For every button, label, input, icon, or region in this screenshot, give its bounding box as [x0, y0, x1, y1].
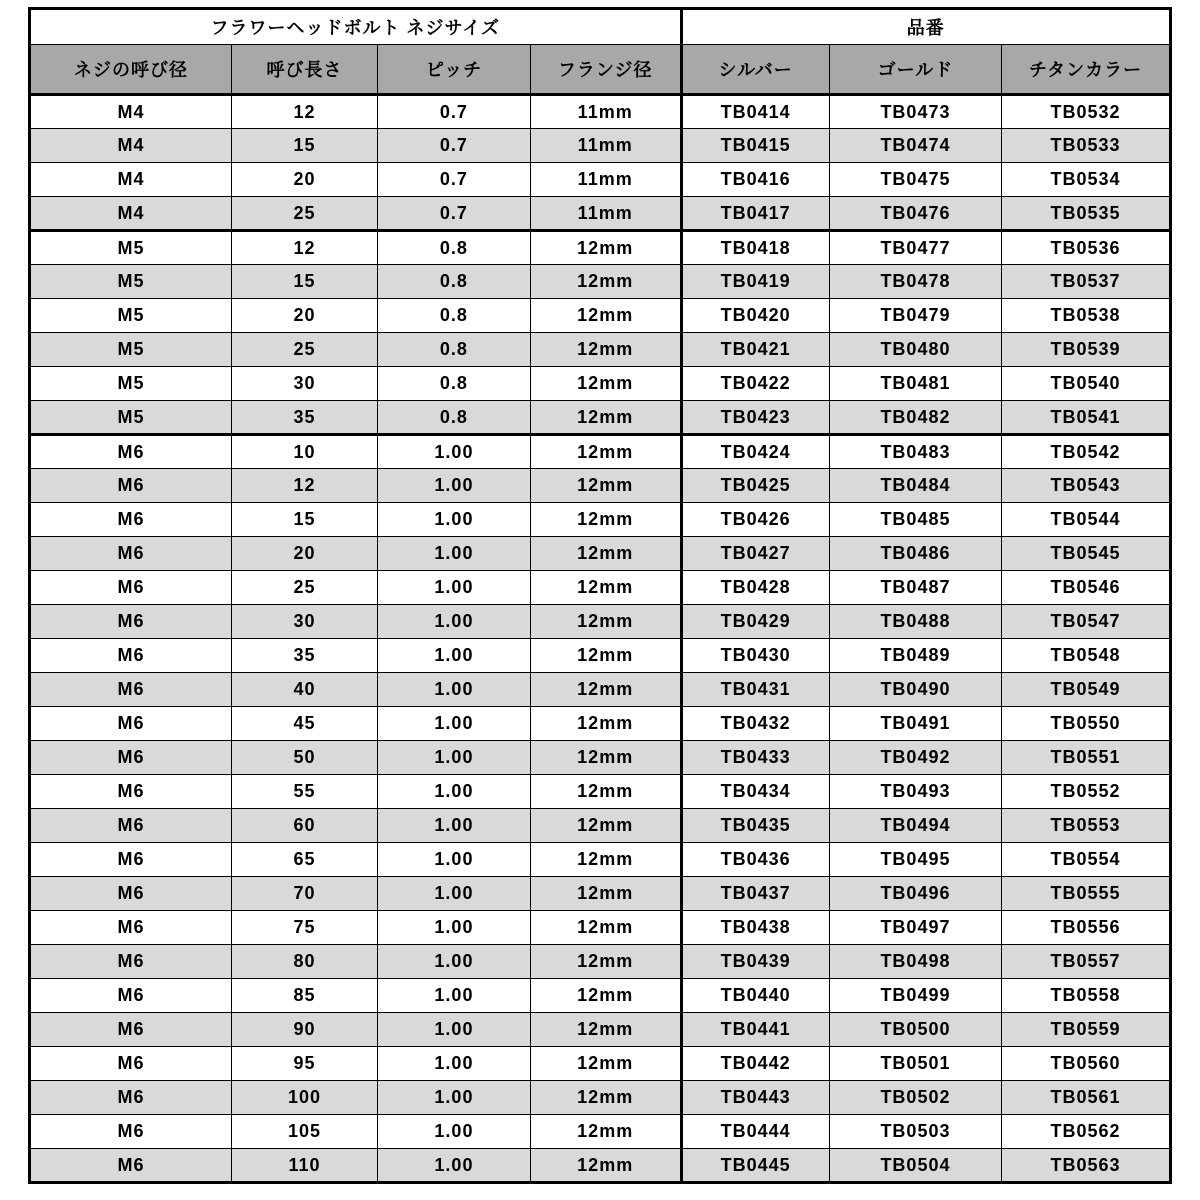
- table-cell: TB0494: [829, 809, 1001, 843]
- table-cell: M5: [30, 401, 232, 435]
- table-cell: TB0550: [1002, 707, 1171, 741]
- table-cell: TB0415: [681, 129, 829, 163]
- table-cell: M6: [30, 1013, 232, 1047]
- table-row: [30, 197, 1171, 231]
- table-row: [30, 911, 1171, 945]
- table-cell: TB0430: [681, 639, 829, 673]
- table-cell: 0.7: [378, 129, 531, 163]
- table-cell: TB0443: [681, 1081, 829, 1115]
- table-body: [30, 95, 1171, 1183]
- table-cell: 15: [231, 503, 377, 537]
- table-cell: 12mm: [530, 469, 681, 503]
- table-cell: M6: [30, 1047, 232, 1081]
- table-cell: TB0535: [1002, 197, 1171, 231]
- table-cell: M4: [30, 163, 232, 197]
- table-cell: 1.00: [378, 469, 531, 503]
- table-cell: TB0493: [829, 775, 1001, 809]
- table-cell: TB0479: [829, 299, 1001, 333]
- table-cell: TB0559: [1002, 1013, 1171, 1047]
- table-cell: M6: [30, 469, 232, 503]
- table-cell: M6: [30, 809, 232, 843]
- table-cell: 20: [231, 299, 377, 333]
- table-cell: TB0502: [829, 1081, 1001, 1115]
- table-cell: TB0563: [1002, 1149, 1171, 1183]
- table-cell: 1.00: [378, 639, 531, 673]
- table-cell: TB0551: [1002, 741, 1171, 775]
- table-cell: TB0498: [829, 945, 1001, 979]
- table-cell: TB0445: [681, 1149, 829, 1183]
- table-cell: TB0533: [1002, 129, 1171, 163]
- column-header: 呼び長さ: [231, 45, 377, 95]
- table-cell: TB0473: [829, 95, 1001, 129]
- table-cell: M6: [30, 707, 232, 741]
- table-cell: TB0475: [829, 163, 1001, 197]
- table-cell: 1.00: [378, 503, 531, 537]
- table-cell: 12mm: [530, 945, 681, 979]
- table-cell: 1.00: [378, 605, 531, 639]
- group-header-screw-size: フラワーヘッドボルト ネジサイズ: [30, 9, 682, 45]
- table-cell: TB0496: [829, 877, 1001, 911]
- table-cell: TB0561: [1002, 1081, 1171, 1115]
- table-cell: TB0442: [681, 1047, 829, 1081]
- table-cell: M4: [30, 197, 232, 231]
- table-cell: M5: [30, 231, 232, 265]
- table-cell: TB0441: [681, 1013, 829, 1047]
- table-cell: 1.00: [378, 537, 531, 571]
- table-row: [30, 503, 1171, 537]
- table-cell: TB0501: [829, 1047, 1001, 1081]
- table-row: [30, 843, 1171, 877]
- table-cell: TB0427: [681, 537, 829, 571]
- table-cell: 1.00: [378, 1013, 531, 1047]
- table-cell: TB0481: [829, 367, 1001, 401]
- table-row: [30, 1047, 1171, 1081]
- table-cell: 12mm: [530, 537, 681, 571]
- table-cell: TB0562: [1002, 1115, 1171, 1149]
- table-row: [30, 129, 1171, 163]
- table-row: [30, 1149, 1171, 1183]
- table-cell: M6: [30, 673, 232, 707]
- table-row: [30, 707, 1171, 741]
- table-cell: 11mm: [530, 163, 681, 197]
- table-cell: 80: [231, 945, 377, 979]
- table-cell: TB0440: [681, 979, 829, 1013]
- table-cell: TB0540: [1002, 367, 1171, 401]
- table-row: [30, 809, 1171, 843]
- table-cell: 1.00: [378, 945, 531, 979]
- table-cell: 100: [231, 1081, 377, 1115]
- table-cell: TB0545: [1002, 537, 1171, 571]
- table-cell: M6: [30, 945, 232, 979]
- table-cell: TB0492: [829, 741, 1001, 775]
- table-cell: M5: [30, 265, 232, 299]
- table-row: [30, 605, 1171, 639]
- table-cell: 12mm: [530, 673, 681, 707]
- table-cell: TB0548: [1002, 639, 1171, 673]
- table-cell: TB0436: [681, 843, 829, 877]
- table-cell: M6: [30, 741, 232, 775]
- table-cell: M6: [30, 1115, 232, 1149]
- table-row: [30, 741, 1171, 775]
- table-cell: TB0425: [681, 469, 829, 503]
- table-cell: 12mm: [530, 435, 681, 469]
- table-cell: TB0482: [829, 401, 1001, 435]
- table-cell: 1.00: [378, 843, 531, 877]
- table-cell: TB0444: [681, 1115, 829, 1149]
- bolt-spec-table: [28, 7, 1172, 1184]
- table-row: [30, 435, 1171, 469]
- table-cell: 1.00: [378, 775, 531, 809]
- table-row: [30, 1115, 1171, 1149]
- table-cell: 12mm: [530, 401, 681, 435]
- table-cell: TB0495: [829, 843, 1001, 877]
- table-cell: 0.8: [378, 231, 531, 265]
- table-cell: TB0485: [829, 503, 1001, 537]
- table-cell: TB0435: [681, 809, 829, 843]
- table-cell: TB0484: [829, 469, 1001, 503]
- table-row: [30, 163, 1171, 197]
- table-cell: TB0554: [1002, 843, 1171, 877]
- table-cell: 60: [231, 809, 377, 843]
- table-cell: TB0428: [681, 571, 829, 605]
- table-cell: 12mm: [530, 877, 681, 911]
- table-cell: M6: [30, 571, 232, 605]
- table-cell: TB0547: [1002, 605, 1171, 639]
- table-cell: 1.00: [378, 707, 531, 741]
- table-cell: 25: [231, 333, 377, 367]
- table-cell: 12mm: [530, 299, 681, 333]
- table-row: [30, 877, 1171, 911]
- table-cell: TB0417: [681, 197, 829, 231]
- column-header: ピッチ: [378, 45, 531, 95]
- table-cell: M6: [30, 877, 232, 911]
- table-cell: TB0426: [681, 503, 829, 537]
- table-cell: TB0474: [829, 129, 1001, 163]
- table-row: [30, 775, 1171, 809]
- table-cell: 1.00: [378, 1047, 531, 1081]
- table-row: [30, 367, 1171, 401]
- table-cell: 30: [231, 367, 377, 401]
- table-cell: 12mm: [530, 775, 681, 809]
- table-cell: TB0542: [1002, 435, 1171, 469]
- table-cell: 1.00: [378, 673, 531, 707]
- table-cell: 12mm: [530, 741, 681, 775]
- table-cell: TB0539: [1002, 333, 1171, 367]
- table-row: [30, 673, 1171, 707]
- table-cell: TB0418: [681, 231, 829, 265]
- table-cell: 12: [231, 231, 377, 265]
- table-cell: 55: [231, 775, 377, 809]
- table-cell: TB0490: [829, 673, 1001, 707]
- table-cell: 45: [231, 707, 377, 741]
- table-cell: 0.7: [378, 95, 531, 129]
- table-cell: 12mm: [530, 265, 681, 299]
- column-header: シルバー: [681, 45, 829, 95]
- table-cell: 12mm: [530, 1013, 681, 1047]
- table-cell: TB0503: [829, 1115, 1001, 1149]
- table-cell: TB0419: [681, 265, 829, 299]
- table-cell: M4: [30, 129, 232, 163]
- table-cell: M6: [30, 605, 232, 639]
- table-cell: TB0552: [1002, 775, 1171, 809]
- table-cell: TB0422: [681, 367, 829, 401]
- table-cell: 1.00: [378, 877, 531, 911]
- table-cell: 1.00: [378, 435, 531, 469]
- table-row: [30, 299, 1171, 333]
- table-cell: 50: [231, 741, 377, 775]
- table-row: [30, 401, 1171, 435]
- table-cell: TB0423: [681, 401, 829, 435]
- table-cell: 0.8: [378, 367, 531, 401]
- table-cell: 85: [231, 979, 377, 1013]
- table-cell: M6: [30, 979, 232, 1013]
- table-cell: M5: [30, 367, 232, 401]
- table-cell: 40: [231, 673, 377, 707]
- table-cell: 25: [231, 571, 377, 605]
- column-header: ネジの呼び径: [30, 45, 232, 95]
- table-cell: TB0414: [681, 95, 829, 129]
- table-cell: 75: [231, 911, 377, 945]
- table-row: [30, 265, 1171, 299]
- table-cell: TB0476: [829, 197, 1001, 231]
- table-cell: M5: [30, 299, 232, 333]
- table-cell: TB0549: [1002, 673, 1171, 707]
- table-cell: 65: [231, 843, 377, 877]
- table-cell: 12mm: [530, 571, 681, 605]
- table-cell: M6: [30, 911, 232, 945]
- table-row: [30, 1013, 1171, 1047]
- table-cell: TB0478: [829, 265, 1001, 299]
- table-cell: TB0546: [1002, 571, 1171, 605]
- table-cell: 1.00: [378, 571, 531, 605]
- table-cell: 12mm: [530, 809, 681, 843]
- table-cell: 12mm: [530, 333, 681, 367]
- table-cell: 1.00: [378, 809, 531, 843]
- table-cell: M6: [30, 775, 232, 809]
- table-cell: 11mm: [530, 95, 681, 129]
- table-cell: M6: [30, 1149, 232, 1183]
- table-cell: TB0536: [1002, 231, 1171, 265]
- table-cell: TB0416: [681, 163, 829, 197]
- table-cell: TB0534: [1002, 163, 1171, 197]
- group-header-row: [30, 9, 1171, 45]
- table-cell: TB0558: [1002, 979, 1171, 1013]
- table-cell: M6: [30, 843, 232, 877]
- table-cell: TB0438: [681, 911, 829, 945]
- table-cell: 12: [231, 469, 377, 503]
- table-cell: TB0487: [829, 571, 1001, 605]
- table-cell: TB0555: [1002, 877, 1171, 911]
- table-cell: 0.8: [378, 401, 531, 435]
- table-cell: TB0497: [829, 911, 1001, 945]
- table-cell: TB0537: [1002, 265, 1171, 299]
- table-row: [30, 1081, 1171, 1115]
- table-cell: 15: [231, 265, 377, 299]
- table-cell: 12mm: [530, 1115, 681, 1149]
- table-cell: TB0420: [681, 299, 829, 333]
- table-cell: 11mm: [530, 197, 681, 231]
- table-cell: 25: [231, 197, 377, 231]
- table-cell: TB0532: [1002, 95, 1171, 129]
- table-cell: M6: [30, 1081, 232, 1115]
- table-cell: 12mm: [530, 1149, 681, 1183]
- table-cell: 110: [231, 1149, 377, 1183]
- table-row: [30, 979, 1171, 1013]
- table-cell: TB0541: [1002, 401, 1171, 435]
- table-cell: 1.00: [378, 1115, 531, 1149]
- table-cell: 20: [231, 163, 377, 197]
- table-cell: TB0499: [829, 979, 1001, 1013]
- table-cell: TB0500: [829, 1013, 1001, 1047]
- column-header: チタンカラー: [1002, 45, 1171, 95]
- table-cell: TB0489: [829, 639, 1001, 673]
- table-cell: 1.00: [378, 911, 531, 945]
- table-cell: TB0556: [1002, 911, 1171, 945]
- table-cell: 15: [231, 129, 377, 163]
- table-cell: TB0477: [829, 231, 1001, 265]
- table-cell: 12: [231, 95, 377, 129]
- table-row: [30, 537, 1171, 571]
- table-row: [30, 231, 1171, 265]
- table-row: [30, 945, 1171, 979]
- table-cell: 12mm: [530, 367, 681, 401]
- table-cell: 1.00: [378, 741, 531, 775]
- column-header: ゴールド: [829, 45, 1001, 95]
- table-cell: 1.00: [378, 1149, 531, 1183]
- group-header-part-number: 品番: [681, 9, 1171, 45]
- table-cell: TB0434: [681, 775, 829, 809]
- table-cell: M4: [30, 95, 232, 129]
- table-cell: 1.00: [378, 1081, 531, 1115]
- table-cell: 12mm: [530, 979, 681, 1013]
- table-cell: 105: [231, 1115, 377, 1149]
- table-cell: 12mm: [530, 843, 681, 877]
- table-cell: 20: [231, 537, 377, 571]
- table-cell: 12mm: [530, 1047, 681, 1081]
- table-cell: M6: [30, 537, 232, 571]
- table-cell: 0.8: [378, 333, 531, 367]
- table-cell: TB0560: [1002, 1047, 1171, 1081]
- table-cell: TB0504: [829, 1149, 1001, 1183]
- table-cell: 12mm: [530, 503, 681, 537]
- table-cell: M6: [30, 503, 232, 537]
- table-cell: 30: [231, 605, 377, 639]
- table-cell: TB0439: [681, 945, 829, 979]
- table-cell: 70: [231, 877, 377, 911]
- table-cell: TB0421: [681, 333, 829, 367]
- table-cell: TB0431: [681, 673, 829, 707]
- table-cell: 0.7: [378, 197, 531, 231]
- table-cell: TB0491: [829, 707, 1001, 741]
- table-cell: M6: [30, 639, 232, 673]
- table-cell: TB0557: [1002, 945, 1171, 979]
- table-cell: TB0433: [681, 741, 829, 775]
- table-cell: 0.8: [378, 265, 531, 299]
- table-cell: TB0538: [1002, 299, 1171, 333]
- table-cell: TB0544: [1002, 503, 1171, 537]
- table-cell: 12mm: [530, 639, 681, 673]
- table-cell: TB0488: [829, 605, 1001, 639]
- table-cell: M6: [30, 435, 232, 469]
- table-cell: 90: [231, 1013, 377, 1047]
- table-cell: 0.8: [378, 299, 531, 333]
- table-cell: 95: [231, 1047, 377, 1081]
- table-cell: 11mm: [530, 129, 681, 163]
- table-cell: TB0429: [681, 605, 829, 639]
- table-cell: 12mm: [530, 911, 681, 945]
- table-cell: TB0480: [829, 333, 1001, 367]
- table-cell: TB0553: [1002, 809, 1171, 843]
- table-cell: 12mm: [530, 1081, 681, 1115]
- table-row: [30, 469, 1171, 503]
- table-cell: 12mm: [530, 605, 681, 639]
- table-cell: TB0483: [829, 435, 1001, 469]
- table-cell: TB0437: [681, 877, 829, 911]
- table-cell: 35: [231, 401, 377, 435]
- table-cell: 1.00: [378, 979, 531, 1013]
- column-header: フランジ径: [530, 45, 681, 95]
- table-cell: TB0424: [681, 435, 829, 469]
- table-row: [30, 571, 1171, 605]
- column-header-row: [30, 45, 1171, 95]
- table-head: [30, 9, 1171, 95]
- table-row: [30, 333, 1171, 367]
- table-cell: 10: [231, 435, 377, 469]
- table-cell: TB0486: [829, 537, 1001, 571]
- table-cell: 35: [231, 639, 377, 673]
- table-cell: TB0432: [681, 707, 829, 741]
- table-row: [30, 639, 1171, 673]
- table-cell: 12mm: [530, 707, 681, 741]
- table-row: [30, 95, 1171, 129]
- table-cell: 12mm: [530, 231, 681, 265]
- table-cell: M5: [30, 333, 232, 367]
- table-cell: TB0543: [1002, 469, 1171, 503]
- table-cell: 0.7: [378, 163, 531, 197]
